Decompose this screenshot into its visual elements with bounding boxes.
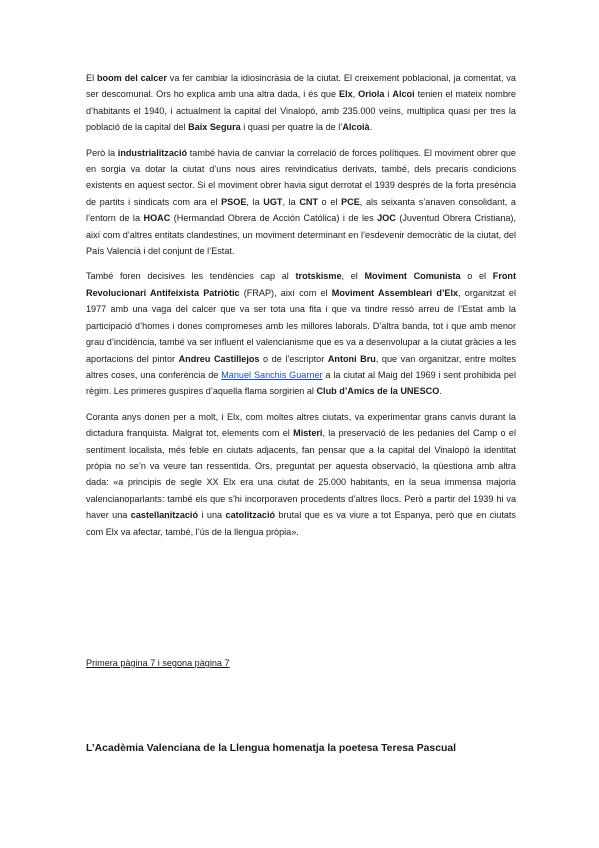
bold-term: Elx xyxy=(339,89,353,100)
text-run: tenien el mateix nombre d’habitants el 1940, i actualment la capital del Vinalopó, amb 235.000 veïns, multiplica quasi per tres la població de la capital del xyxy=(86,89,516,133)
text-run: a la ciutat al Maig del 1969 i sent prohibida pel règim. Les primeres guspires d’aquella flama sorgirien al xyxy=(86,369,517,397)
bold-term: industrialització xyxy=(117,147,188,158)
text-run: , organitzat el 1977 amb una vaga del calcer que va ser tota una fita i que va tindre ressò arreu de l’Estat amb la participació d’homes i dones compromeses amb les millores laborals. D’altra banda, tot i que amb menor grau d’incidència, també va ser influent el valencianisme que es va a desenvolupar a la ciutat gràcies a les aportacions del pintor xyxy=(86,287,516,364)
text-run: , als seixanta s’anaven consolidant, a l’entorn de la xyxy=(86,196,516,224)
bold-term: castellanització xyxy=(130,510,199,521)
next-article-heading: L’Acadèmia Valenciana de la Llengua homenatja la poetesa Teresa Pascual xyxy=(86,743,456,754)
text-run: o el xyxy=(318,196,342,207)
text-run: (Hermandad Obrera de Acción Católica) i de les xyxy=(170,213,378,224)
person-link[interactable]: Manuel Sanchis Guarner xyxy=(221,369,323,380)
bold-term: Moviment Assembleari d’Elx xyxy=(331,287,459,298)
text-run: , el xyxy=(341,271,365,282)
bold-term: Baix Segura xyxy=(188,122,241,133)
bold-term: trotskisme xyxy=(295,271,342,282)
page-reference-link[interactable]: Primera pàgina 7 i segona pàgina 7 xyxy=(86,658,230,668)
text-run: , xyxy=(352,89,359,100)
bold-term: UGT xyxy=(263,196,283,207)
bold-term: Andreu Castillejos xyxy=(178,353,260,364)
text-run: i quasi per quatre la de l’ xyxy=(240,122,343,133)
text-run: El xyxy=(86,73,97,83)
text-run: (FRAP), així com el xyxy=(239,287,332,298)
bold-term: PSOE xyxy=(221,196,247,207)
bold-term: Front Revolucionari Antifeixista Patriòtic xyxy=(86,271,516,298)
body-paragraph xyxy=(86,145,516,260)
text-run: També foren decisives les tendències cap al xyxy=(86,271,296,282)
bold-term: Antoni Bru xyxy=(327,353,376,364)
bold-term: PCE xyxy=(341,196,360,207)
text-run: o el xyxy=(460,271,493,282)
bold-term: JOC xyxy=(377,213,396,224)
text-run: Coranta anys donen per a molt, i Elx, com moltes altres ciutats, va experimentar grans canvis durant la dictadura franquista. Malgrat tot, elements com el xyxy=(86,411,516,439)
body-paragraph xyxy=(86,70,516,136)
body-paragraph xyxy=(86,409,516,540)
body-paragraph xyxy=(86,268,516,399)
text-run: (Juventud Obrera Cristiana), així com d’altres entitats clandestines, un moviment determinant en l’esdevenir democràtic de la ciutat, del País Valencià i del conjunt de l’Estat. xyxy=(86,213,516,257)
text-run: . xyxy=(439,386,442,397)
bold-term: Club d’Amics de la UNESCO xyxy=(316,386,440,397)
text-run: , la xyxy=(282,196,300,207)
bold-term: Alcoi xyxy=(392,89,415,100)
text-run: . xyxy=(369,122,373,133)
bold-term: Alcoià xyxy=(342,122,370,133)
text-run: , la xyxy=(246,196,264,207)
text-run: brutal que es va viure a tot Espanya, però que en ciutats com Elx va afectar, també, l’ús de la llengua pròpia». xyxy=(86,510,516,537)
bold-term: Misteri xyxy=(293,428,323,439)
text-run: va fer cambiar la idiosincràsia de la ciutat. El creixement poblacional, ja comentat, va ser descomunal. Ors ho explica amb una altra dada, i és que xyxy=(86,73,516,100)
text-run: també havia de canviar la correlació de forces polítiques. El moviment obrer que en sorgia va dotar la ciutat d’uns nous aires reivindicatius derivats, també, dels precaris condicions existents en aquest sector. Si el moviment obrer havia sigut derrotat el 1939 després de la forta presència de partits i sindicats com ara el xyxy=(86,147,516,207)
bold-term: Oriola xyxy=(358,89,385,100)
bold-term: HOAC xyxy=(143,213,171,224)
text-run: Però la xyxy=(86,147,118,158)
text-run: i xyxy=(384,89,393,100)
text-run: , la preservació de les pedanies del Camp o el sentiment localista, més feble en ciutats adjacents, fan pensar que a la capital del Vinalopó la identitat pròpia no se’n va veure tan ressentida. Ors, preguntat per aquesta observació, la qüestiona amb altra dada: «a principis de segle XX Elx era una ciutat de 25.000 habitants, en la seua immensa majoria valencianoparlants: també els que s’hi incorporaven procedents d’altres llocs. Però a partir del 1939 hi va haver una xyxy=(86,428,516,521)
article-body xyxy=(86,70,516,549)
text-run: o de l’escriptor xyxy=(259,353,328,364)
bold-term: boom del calcer xyxy=(96,73,167,83)
text-run: , que van organitzar, entre moltes altres coses, una conferència de xyxy=(86,353,516,380)
bold-term: Moviment Comunista xyxy=(364,271,461,282)
bold-term: catolització xyxy=(225,510,276,521)
bold-term: CNT xyxy=(299,196,319,207)
text-run: i una xyxy=(198,510,226,521)
